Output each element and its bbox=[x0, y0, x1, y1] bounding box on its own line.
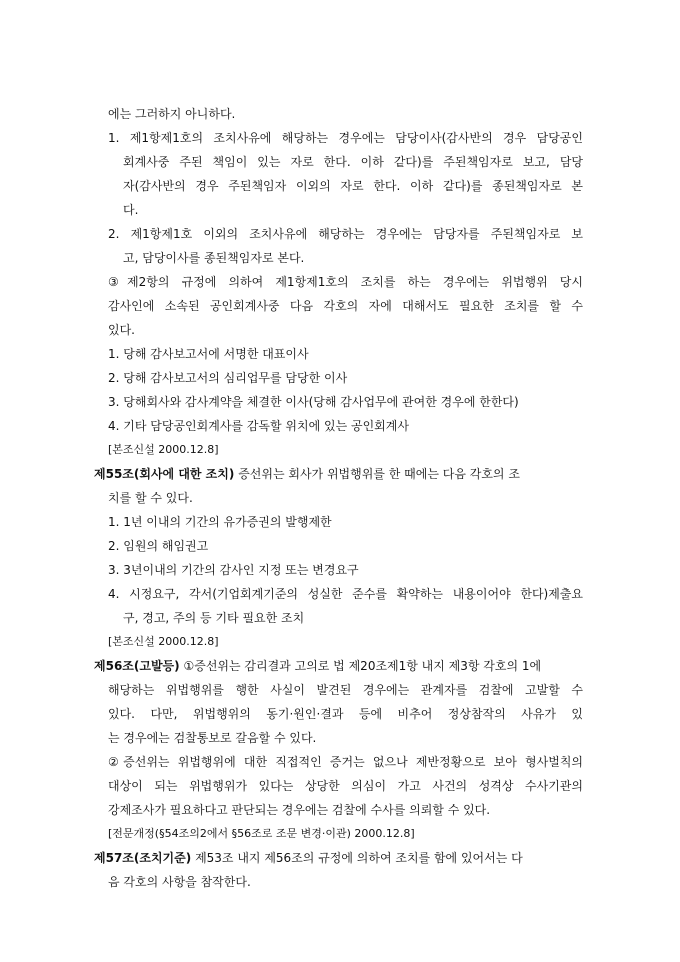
text-line: 1. 1년 이내의 기간의 유가증권의 발행제한 bbox=[108, 515, 332, 529]
text-line: 4. 시정요구, 각서(기업회계기준의 성실한 준수를 확약하는 내용이어야 한다)제출요 bbox=[108, 587, 583, 601]
text-line: 있다. 다만, 위법행위의 동기·원인·결과 등에 비추어 정상참작의 사유가 있 bbox=[108, 707, 583, 721]
article-heading: 제56조(고발등) bbox=[94, 659, 180, 673]
text-line: 해당하는 위법행위를 행한 사실이 발견된 경우에는 관계자를 검찰에 고발할 수 bbox=[108, 683, 583, 697]
text-line: 감사인에 소속된 공인회계사중 다음 각호의 자에 대해서도 필요한 조치를 할 수 bbox=[108, 299, 583, 313]
text-line: 다. bbox=[123, 203, 139, 217]
article-heading: 제55조(회사에 대한 조치) bbox=[94, 467, 235, 481]
text-line: ②증선위는 위법행위에 대한 직접적인 증거는 없으나 제반정황으로 보아 형사벌칙의 bbox=[108, 755, 583, 769]
text-line: 3. 3년이내의 기간의 감사인 지정 또는 변경요구 bbox=[108, 563, 359, 577]
text-line: 3. 당해회사와 감사계약을 체결한 이사(당해 감사업무에 관여한 경우에 한한다) bbox=[108, 395, 519, 409]
text-line: 2. 임원의 해임권고 bbox=[108, 539, 209, 553]
amendment-note: [본조신설 2000.12.8] bbox=[108, 443, 219, 456]
text-line: 대상이 되는 위법행위가 있다는 상당한 의심이 가고 사건의 성격상 수사기관의 bbox=[108, 779, 583, 793]
text-span: 제53조 내지 제56조의 규정에 의하여 조치를 함에 있어서는 다 bbox=[195, 851, 523, 865]
text-line: 는 경우에는 검찰통보로 갈음할 수 있다. bbox=[108, 731, 317, 745]
text-line: 회계사중 주된 책임이 있는 자로 한다. 이하 같다)를 주된책임자로 보고, 담당 bbox=[123, 155, 583, 169]
text-line: 구, 경고, 주의 등 기타 필요한 조치 bbox=[123, 611, 305, 625]
text-line: 1. 제1항제1호의 조치사유에 해당하는 경우에는 담당이사(감사반의 경우 담당공인 bbox=[108, 131, 583, 145]
text-span: ①증선위는 감리결과 고의로 법 제20조제1항 내지 제3항 각호의 1에 bbox=[183, 659, 542, 673]
text-line: 강제조사가 필요하다고 판단되는 경우에는 검찰에 수사를 의뢰할 수 있다. bbox=[108, 803, 491, 817]
text-line: 2. 당해 감사보고서의 심리업무를 담당한 이사 bbox=[108, 371, 348, 385]
text-line: 4. 기타 담당공인회계사를 감독할 위치에 있는 공인회계사 bbox=[108, 419, 409, 433]
amendment-note: [본조신설 2000.12.8] bbox=[108, 635, 219, 648]
article-57-line bbox=[94, 849, 523, 867]
text-line: ③제2항의 규정에 의하여 제1항제1호의 조치를 하는 경우에는 위법행위 당시 bbox=[108, 275, 583, 289]
text-span: 증선위는 회사가 위법행위를 한 때에는 다음 각호의 조 bbox=[238, 467, 520, 481]
text-line: 자(감사반의 경우 주된책임자 이외의 자로 한다. 이하 같다)를 종된책임자로 본 bbox=[123, 179, 583, 193]
article-55-line bbox=[94, 465, 520, 483]
text-line: 1. 당해 감사보고서에 서명한 대표이사 bbox=[108, 347, 309, 361]
amendment-note: [전문개정(§54조의2에서 §56조로 조문 변경·이관) 2000.12.8] bbox=[108, 827, 415, 840]
text-line: 2. 제1항제1호 이외의 조치사유에 해당하는 경우에는 담당자를 주된책임자로 보 bbox=[108, 227, 583, 241]
article-heading: 제57조(조치기준) bbox=[94, 851, 192, 865]
text-line: 치를 할 수 있다. bbox=[108, 491, 193, 505]
text-line: 에는 그러하지 아니하다. bbox=[108, 107, 236, 121]
article-56-line bbox=[94, 657, 541, 675]
text-line: 고, 담당이사를 종된책임자로 본다. bbox=[123, 251, 305, 265]
text-line: 있다. bbox=[108, 323, 135, 337]
text-line: 음 각호의 사항을 참작한다. bbox=[108, 875, 251, 889]
